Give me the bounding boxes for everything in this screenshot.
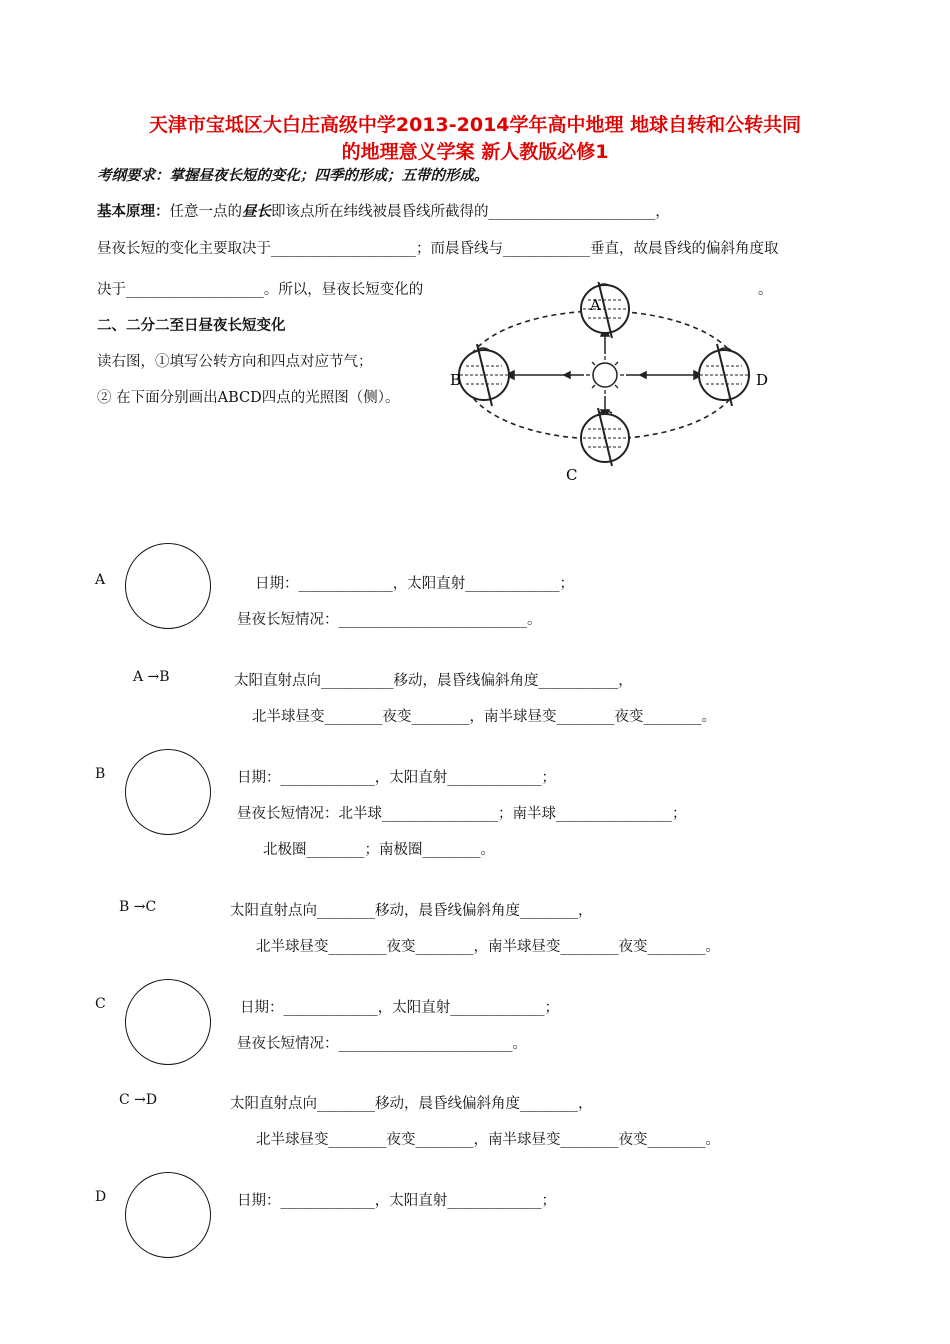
orbit-diagram	[440, 282, 780, 487]
row-cd-line1: 太阳直射点向________移动，晨昏线偏斜角度________，	[230, 1096, 593, 1112]
light-diagram-circle-a[interactable]	[125, 543, 211, 629]
row-ab-line1: 太阳直射点向__________移动，晨昏线偏斜角度___________，	[234, 673, 633, 689]
row-a-daynight-line: 昼夜长短情况：__________________________。	[237, 612, 542, 628]
principle-label: 基本原理：	[97, 204, 170, 220]
row-cd-line2: 北半球昼变________夜变________，南半球昼变________夜变________。	[256, 1132, 720, 1148]
section2-instruction-2: ② 在下面分别画出ABCD四点的光照图（侧）。	[97, 390, 400, 406]
row-bc-label: B →C	[119, 899, 157, 915]
principle-text1a: 任意一点的	[169, 204, 242, 220]
principle-text1b: 昼长	[242, 204, 271, 220]
row-d-label: D	[95, 1189, 107, 1205]
light-diagram-circle-d[interactable]	[125, 1172, 211, 1258]
page-title-line1: 天津市宝坻区大白庄高级中学2013-2014学年高中地理 地球自转和公转共同	[148, 114, 802, 136]
section2-instruction-1: 读右图，①填写公转方向和四点对应节气；	[97, 354, 373, 370]
principle-text1c: 即该点所在纬线被晨昏线所截得的_______________________，	[271, 204, 670, 220]
principle-line1	[97, 200, 670, 221]
row-c-date-line: 日期：_____________，太阳直射_____________；	[240, 1000, 559, 1016]
row-b-polar-line: 北极圈________；南极圈________。	[263, 842, 495, 858]
row-bc-line1: 太阳直射点向________移动，晨昏线偏斜角度________，	[230, 903, 593, 919]
row-a-date-line: 日期：_____________，太阳直射_____________；	[255, 576, 574, 592]
principle-line3b: 。	[758, 282, 773, 298]
row-b-label: B	[95, 766, 106, 782]
row-ab-line2: 北半球昼变________夜变________，南半球昼变________夜变________。	[252, 709, 716, 725]
earth-d-icon	[699, 344, 749, 406]
row-c-daynight-line: 昼夜长短情况：________________________。	[237, 1036, 527, 1052]
section2-heading: 二、二分二至日昼夜长短变化	[97, 318, 286, 334]
row-bc-line2: 北半球昼变________夜变________，南半球昼变________夜变________。	[256, 939, 720, 955]
row-b-date-line: 日期：_____________，太阳直射_____________；	[237, 770, 556, 786]
diagram-label-d: D	[756, 371, 769, 389]
earth-a-icon	[581, 282, 629, 338]
diagram-label-c: C	[566, 466, 578, 484]
row-c-label: C	[95, 996, 106, 1012]
principle-line3a: 决于___________________。所以，昼夜长短变化的	[97, 282, 424, 298]
requirement-text: 考纲要求：掌握昼夜长短的变化；四季的形成；五带的形成。	[97, 168, 489, 184]
page-title-line2: 的地理意义学案 新人教版必修1	[341, 141, 609, 163]
diagram-label-b: B	[450, 371, 462, 389]
earth-c-icon	[581, 408, 629, 466]
diagram-label-a: A	[590, 296, 601, 314]
row-cd-label: C →D	[119, 1092, 158, 1108]
earth-b-icon	[459, 344, 509, 406]
row-d-date-line: 日期：_____________，太阳直射_____________；	[237, 1193, 556, 1209]
sun-icon	[586, 356, 624, 394]
light-diagram-circle-c[interactable]	[125, 979, 211, 1065]
light-diagram-circle-b[interactable]	[125, 749, 211, 835]
row-ab-label: A →B	[133, 669, 170, 685]
row-b-daynight-line: 昼夜长短情况：北半球________________；南半球________________；	[237, 806, 687, 822]
principle-line2: 昼夜长短的变化主要取决于____________________；而晨昏线与____________垂直，故晨昏线的偏斜角度取	[97, 241, 779, 257]
row-a-label: A	[95, 572, 106, 588]
